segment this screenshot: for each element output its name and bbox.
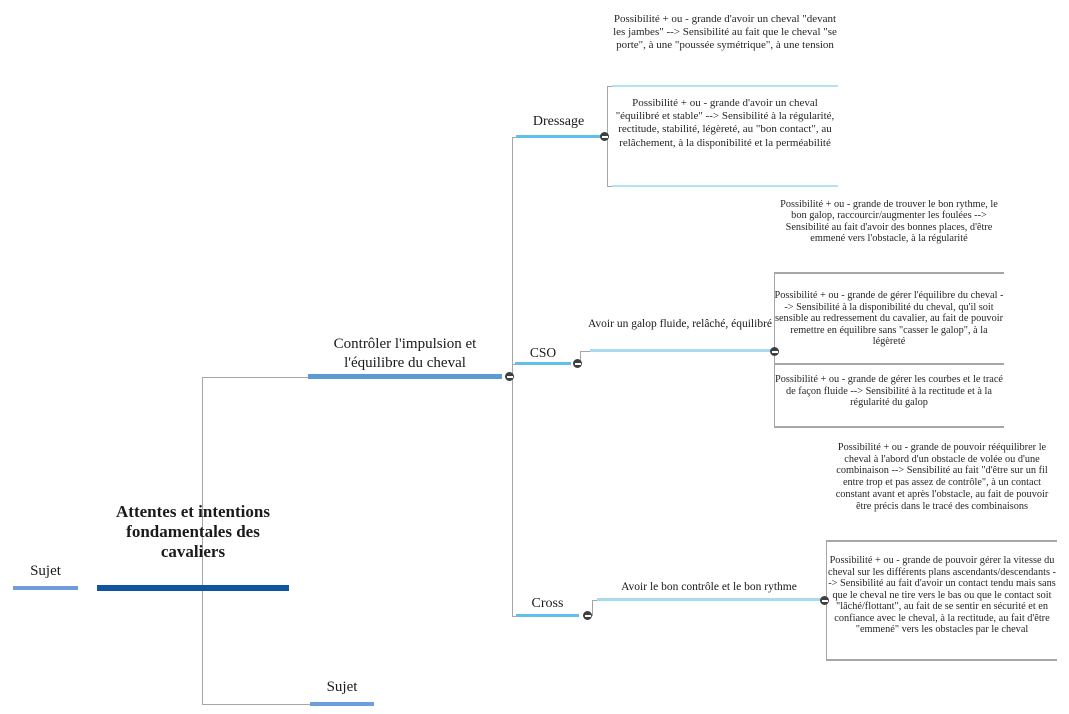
- collapse-icon-dressage[interactable]: [600, 132, 609, 141]
- collapse-icon-cso[interactable]: [573, 359, 582, 368]
- cso-child2-topic[interactable]: Possibilité + ou - grande de gérer l'équilibre du cheval --> Sensibilité à la disponibilité du cheval, qu'il soit sensible au redressement du cavalier, au fait de pouvoir remettre en équilibre sans "casser le galop", à la légèreté: [774, 290, 1004, 348]
- main-branch-topic[interactable]: Contrôler l'impulsion et l'équilibre du cheval: [333, 336, 477, 371]
- cross-underline: [516, 614, 579, 617]
- collapse-icon-cross-subtopic[interactable]: [820, 596, 829, 605]
- dressage-child1-underline: [612, 85, 838, 87]
- root-underline: [97, 585, 289, 591]
- dressage-topic[interactable]: Dressage: [532, 114, 585, 129]
- main-branch-underline: [308, 374, 502, 379]
- cso-child1-underline: [774, 272, 1004, 274]
- cross-child1-topic[interactable]: Possibilité + ou - grande de pouvoir rééquilibrer le cheval à l'abord d'un obstacle de volée ou d'une combinaison --> Sensibilité au fait "d'être sur un fil entre trop et pas assez de contrôle", à un contact constant avant et après l'obstacle, au fait de pouvoir être précis dans le tracé des combinaisons: [835, 442, 1049, 512]
- collapse-icon-main-branch[interactable]: [505, 372, 514, 381]
- cso-child2-underline: [774, 363, 1004, 365]
- bottom-subject-topic[interactable]: Sujet: [326, 679, 358, 695]
- cso-child3-underline: [774, 426, 1004, 428]
- cross-topic[interactable]: Cross: [531, 596, 564, 611]
- collapse-icon-cso-subtopic[interactable]: [770, 347, 779, 356]
- connector-root-to-bottom-subject: [202, 704, 312, 705]
- dressage-child2-topic[interactable]: Possibilité + ou - grande d'avoir un cheval "équilibré et stable" --> Sensibilité à la régularité, rectitude, stabilité, légèreté, au "bon contact", au relâchement, à la disponibilité et la perméabilité: [615, 97, 835, 149]
- cso-subtopic[interactable]: Avoir un galop fluide, relâché, équilibré: [587, 318, 773, 330]
- cross-subtopic-underline: [597, 598, 821, 601]
- root-topic[interactable]: Attentes et intentions fondamentales des cavaliers: [116, 502, 270, 561]
- cross-subtopic[interactable]: Avoir le bon contrôle et le bon rythme: [621, 581, 797, 593]
- cso-child3-topic[interactable]: Possibilité + ou - grande de gérer les courbes et le tracé de façon fluide --> Sensibilité à la rectitude et à la régularité du galop: [775, 374, 1003, 409]
- cso-child1-topic[interactable]: Possibilité + ou - grande de trouver le bon rythme, le bon galop, raccourcir/augmenter les foulées --> Sensibilité au fait d'avoir des bonnes places, d'être emmené vers l'obstacle, à la régularité: [780, 199, 998, 245]
- cso-subtopic-underline: [590, 349, 771, 352]
- cso-underline: [515, 362, 571, 365]
- dressage-underline: [516, 135, 601, 138]
- cross-child2-topic[interactable]: Possibilité + ou - grande de pouvoir gérer la vitesse du cheval sur les différents plans ascendants/descendants --> Sensibilité au fait d'avoir un contact tendu mais sans que le cheval ne tire vers le bas ou que le contact soit "lâché/flottant", au fait de se sentir en sécurité et en confiance avec le cheval, à la rectitude, au fait d'être "emmené" vers les obstacles par le cheval: [828, 555, 1056, 635]
- floating-subject-underline: [13, 586, 78, 590]
- cso-topic[interactable]: CSO: [529, 345, 557, 360]
- collapse-icon-cross[interactable]: [583, 611, 592, 620]
- connector-cross-subtopic-vertical: [592, 600, 593, 616]
- dressage-child1-topic[interactable]: Possibilité + ou - grande d'avoir un cheval "devant les jambes" --> Sensibilité au fait que le cheval "se porte", à une "poussée symétrique", à une tension: [613, 13, 837, 52]
- cross-child1-underline: [826, 540, 1057, 542]
- bottom-subject-underline: [310, 702, 374, 706]
- cross-child2-underline: [826, 659, 1057, 661]
- connector-root-to-main-branch: [202, 377, 309, 378]
- dressage-child2-underline: [612, 185, 838, 187]
- floating-subject-topic[interactable]: Sujet: [30, 563, 61, 579]
